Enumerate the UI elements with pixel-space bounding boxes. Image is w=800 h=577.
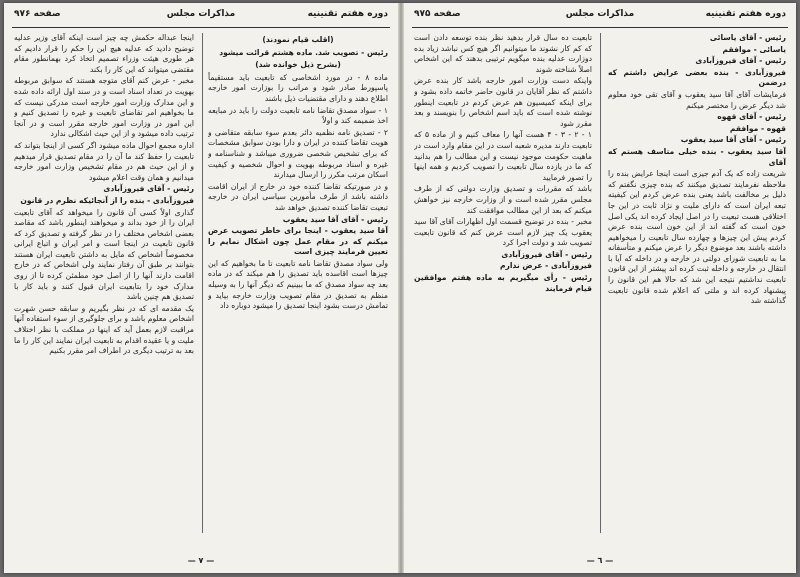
speaker-line: رئیس - رأی میگیریم به ماده هفتم موافقین قیام فرمایند: [414, 273, 592, 293]
speaker-line: آقا سید یعقوب - اینجا برای خاطر تصویب عرض میکنم که در مقام عمل چون اشکال نمایم را تعیین فرمایند چیزی است: [208, 226, 388, 257]
speaker-line: رئیس - آقای آقا سید یعقوب: [680, 135, 786, 145]
paragraph: تابعیت ده سال قرار بدهید نظر بنده توسعه دادن است که کم کار نشوند ما میتوانیم اگر هیچ کس نباشد زیاد بده دوزارت عدلیه بنده میگویم ترتیبی بدهند که این اشخاص اصلاً شناخته شوند: [414, 33, 592, 74]
speaker-line: یاسائی - موافقم: [722, 44, 786, 54]
paragraph: واینکه دست وزارت امور خارجه باشد کار بنده عرض داشتم که نظر آقایان در قانون حاضر خاتمه داده بشود و برای اینکه کمیسیون هم عرض کردم در تابعیت اینطور نوشته شده است که باید اسم اشخاص را بنویسند و بعد مقرر شود: [414, 76, 592, 128]
page-header: [14, 9, 388, 25]
page-footer-number: — ٧ —: [187, 556, 215, 565]
speaker-line: رئیس - آقای فیروزآبادی: [501, 249, 592, 259]
paragraph: ۱ - سواد مصدق تقاضا نامه تابعیت دولت را باید در مبایعه اخذ ضمیمه کند و اولاً: [208, 105, 388, 126]
book-gutter: [398, 3, 404, 573]
paragraph: اداره مجمع احوال ماده میشود اگر کسی از اینجا بتواند که تابعیت را حفظ کند ما آن را در مقام تصدیق قرار میدهیم و از این حیث هم در مقام تشخیص وزارت امور خارجه میدانیم و همان وقت اعلام میشود: [14, 140, 194, 182]
center-note: (اقلب قیام نمودند): [262, 35, 334, 44]
header-page-number: صفحه ۹۷۶: [14, 9, 61, 19]
speaker-line: فیروزآبادی - بنده را از آنجائیکه نظرم در قانون: [20, 195, 194, 205]
paragraph: ۱ - ۲ - ۳ - ۴ هست آنها را معاف کنیم و از ماده ۵ که تابعیت دارند مدیره شعبه است در این مقام وارد است در ماهیت حکومت موجود نیست و این مطالب را هم بدانید که ما در یازده سال تابعیت را تصویب کردیم و همه اینها را تصور فرمایید: [414, 130, 592, 182]
speaker-line: رئیس - آقای یاسائی: [709, 33, 786, 42]
speaker-line: فیروزآبادی - بنده بعضی عرایض داشتم که درضمن: [608, 67, 786, 88]
header-series: دوره هفتم تقنینیه: [307, 9, 388, 19]
center-note: (بشرح ذیل خوانده شد): [255, 60, 341, 70]
speaker-line: رئیس - آقای قهوه: [717, 112, 786, 122]
paragraph: مخبر - عرض کنم آقای متوجه هستند که سوابق مربوطه بهویت در تعداد اسناد است و در سند اول ارائه داده شده و این مدارک وزارت امور خارجه است مدرکی نیست که ما بخواهیم امر تقاضای تابعیت و غیره را تصدیق کنیم و این امور در وزارت امور خارجه مقرر است و در آنجا ترتیب داده میشود و از این حیث اشکالی ندارد: [14, 76, 194, 139]
text-column-right: [608, 33, 786, 533]
header-rule: [412, 27, 788, 28]
speaker-line: رئیس - تصویب شد. ماده هشتم قرائت میشود: [219, 47, 388, 57]
header-page-number: صفحه ۹۷۵: [414, 9, 461, 19]
paragraph: و در صورتیکه تقاضا کننده خود در خارج از ایران اقامت داشته باشد از طرف مأمورین سیاسی ایران در خارجه تبعیت تقاضا کننده تصدیق خواهد شد: [208, 181, 388, 212]
page-975: [406, 3, 794, 573]
speaker-line: قهوه - موافقم: [729, 123, 786, 133]
page-976: [6, 3, 396, 573]
paragraph: مخبر - بنده در توضیح قسمت اول اظهارات آقای آقا سید یعقوب یک چیز لازم است عرض کنم که قانون تابعیت تصویب شد و دولت اجرا کرد: [414, 217, 592, 248]
text-column-left: [14, 33, 194, 533]
speaker-line: رئیس - آقای فیروزآبادی: [103, 184, 194, 194]
speaker-line: رئیس - آقای فیروزآبادی: [695, 56, 786, 66]
header-rule: [12, 27, 390, 28]
paragraph: ولی سواد مصدق تقاضا نامه تابعیت تا ما بخواهیم که این چیزها است اقاسده باید تصدیق را هم میکند که در ماده بعد چه سواد مصدق که ما ببینیم که دیگر آنها را به وسیله منظم به تصدیق در مقام تصویب وزارت خارجه بیاید و تمامش درست بشود اینجا تصدیق را میشود دوباره داد: [208, 258, 388, 311]
paragraph: ماده ۸ - در مورد اشخاصی که تابعیت باید مستقیماً پاسپورط صادر شود و مراتب را بوزارت امور خارجه اطلاع دهند و دارای مقتضیات ذیل باشند: [208, 72, 388, 103]
column-divider: [202, 33, 203, 533]
page-footer-number: — ٦ —: [586, 556, 614, 565]
header-series: دوره هفتم تقنینیه: [705, 9, 786, 19]
text-column-right: [208, 33, 388, 533]
speaker-line: آقا سید یعقوب - بنده خیلی متاسف هستم که آقای: [608, 146, 786, 167]
header-title: مذاکرات مجلس: [565, 9, 635, 19]
paragraph: شریعت زاده که یک آدم جیزی است اینجا عرایض بنده را ملاحظه نفرمایند تصدیق میکنند که بنده چیزی نگفتم که دلیل بر مخالفت باشد یعنی بنده عرض کردم این کیفیته تبعه ایران است که دارای ملیت و نژاد ثابت در این جا اختلافی هست تبعیت را در اصل ایجاد کرده اند یکی اصل خون است که گفته اند از این خون است بنده عرض کردم پیش این چیزها و چهارده سال تابعیت را میخواهیم داشته باشند بعد موضوع دیگر را عرض میکنم و متأسفانه ما به تابعیت شورای دولتی در خارجه و در داخله که آیا با انتقال در خارجه و داخله ثبت کرده اند پیشتر از این قانون تابعیت نداشتیم نتیجه این شد که حالا هم این قانون را پیشنهاد کرده اند و ملتی که اعلام شده قانون تابعیت گذاشته شد: [608, 169, 786, 306]
paragraph: فرمایشات آقای آقا سید یعقوب و آقای تقی خود معلوم شد دیگر عرض را مختصر میکنم: [608, 89, 786, 110]
paragraph: ۲ - تصدیق نامه نظمیه دائر بعدم سوء سابقه متقاضی و هویت تقاضا کننده در ایران و دارا بودن سوابق مشخصات که برای تشخیص شخصی ضروری میباشد و شناسنامه و غیره و اسناد مربوطه بهویت و احوال شخصیه و کیفیت اسکان مرتب مکرر را ارسال میدارند: [208, 127, 388, 180]
column-divider: [600, 33, 601, 533]
book-spread: [4, 3, 796, 573]
paragraph: باشد که مقررات و تصدیق وزارت دولتی که از طرف مجلس مقرر شده است و از وزارت خارجه نیز خواهش میکنم که بعد از این مطالب موافقت کند: [414, 184, 592, 215]
paragraph: اینجا عبداله حکمش چه چیز است اینکه آقای وزیر عدلیه توضیح دادید که عدلیه هیچ این را حکم را قرار دادیم که هر طوری هیئت وزراء تصمیم اتخاذ کرد بهمانطور مقام مقتضی میتواند که این کار را بکند: [14, 33, 194, 74]
paragraph: یک مقدمه ای که در نظر بگیریم و سابقه حسن شهرت اشخاص معلوم باشد و برای جلوگیری از سوء استفاده آنها مراقبت لازم بعمل آید که اینها در مملکت با نظر اختلاف ملیت و یا عقیده اقدام به تابعیت ایران نمایند این کار را ما بعد به ترتیب دیگری در اطراف امر مقرر بکنیم: [14, 303, 194, 356]
page-header: [414, 9, 786, 25]
paragraph: گذاری اولاً کسی آن قانون را میخواهد که آقای تابعیت ایران را از خود بداند و میخواهند اینطور باشد که مقاصد بعضی اشخاص مختلف را در نظر گرفته و تصدیق کرد که قانون تابعیت در اینجا است و امر ایران و اتباع ایرانی مخصوصاً اشخاص که مایل به داشتن تابعیت ایران هستند بتوانند بر طبق آن رفتار نمایند ولی اشخاص که در خارج اقامت دارند آنها را از اصل خود مطمئن کرده تا از روی مدارک خود را بتابعیت ایران قبول کنند و باید کار با تصدیق هم چنین باشد: [14, 207, 194, 302]
speaker-line: رئیس - آقای آقا سید یعقوب: [282, 214, 388, 224]
speaker-line: فیروزآبادی - عرض ندارم: [499, 261, 592, 271]
header-title: مذاکرات مجلس: [166, 9, 236, 19]
text-column-left: [414, 33, 592, 533]
